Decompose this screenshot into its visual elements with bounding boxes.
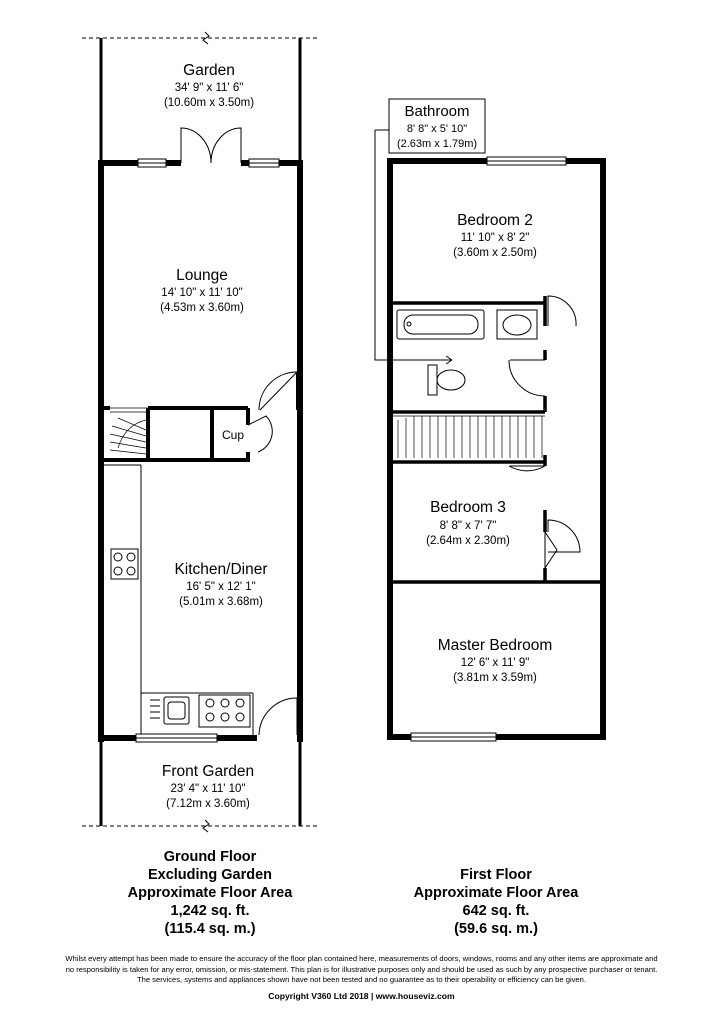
first-floor-area-label: Approximate Floor Area <box>413 885 579 901</box>
room-dims-metric-bathroom: (2.63m x 1.79m) <box>396 138 478 150</box>
lounge-door-icon <box>259 372 297 410</box>
room-name-bathroom: Bathroom <box>404 103 470 120</box>
room-name-master-bedroom: Master Bedroom <box>437 637 553 654</box>
ground-floor-summary <box>90 848 330 938</box>
ground-floor-area-sqm: (115.4 sq. m.) <box>164 921 256 937</box>
first-floor-title: First Floor <box>460 867 532 883</box>
room-dims-imperial-bedroom-3: 8' 8" x 7' 7" <box>439 520 497 532</box>
basin-icon <box>497 310 537 339</box>
front-window <box>136 734 217 742</box>
first-floor-area-sqft: 642 sq. ft. <box>462 903 530 919</box>
master-bedroom-window <box>411 733 496 741</box>
room-name-kitchen-diner: Kitchen/Diner <box>174 561 268 578</box>
sink-icon <box>150 697 189 724</box>
copyright: Copyright V360 Ltd 2018 | www.houseviz.com <box>268 991 455 1001</box>
room-dims-metric-front-garden: (7.12m x 3.60m) <box>166 798 250 810</box>
room-dims-imperial-garden: 34' 9" x 11' 6" <box>174 82 244 94</box>
disclaimer-line-1: Whilst every attempt has been made to ensure the accuracy of the floor plan contained here, measurements of doors, windows, rooms and any other items are approximate and <box>65 954 658 963</box>
room-dims-metric-lounge: (4.53m x 3.60m) <box>160 302 244 314</box>
room-dims-imperial-kitchen-diner: 16' 5" x 12' 1" <box>186 581 256 593</box>
ground-floor-stairs-icon <box>110 408 148 454</box>
room-dims-metric-kitchen-diner: (5.01m x 3.68m) <box>179 596 263 608</box>
lounge-window-left <box>138 159 166 167</box>
room-name-front-garden: Front Garden <box>161 763 255 780</box>
room-dims-metric-bedroom-2: (3.60m x 2.50m) <box>453 247 537 259</box>
room-dims-imperial-bathroom: 8' 8" x 5' 10" <box>406 123 468 135</box>
disclaimer-line-2: no responsibility is taken for any error, omission, or mis-statement. This plan is for illustrative purposes only and should be used as such by any prospective purchaser or tenant. <box>65 964 658 974</box>
cooker-icon <box>199 695 250 727</box>
front-door-icon <box>259 698 297 735</box>
hob-icon <box>111 549 138 579</box>
ground-floor-title: Ground Floor <box>163 849 257 865</box>
lounge-window-right <box>249 159 279 167</box>
ground-floor-outer-walls <box>98 160 301 742</box>
toilet-icon <box>428 365 465 395</box>
room-dims-metric-garden: (10.60m x 3.50m) <box>163 97 255 109</box>
room-dims-metric-bedroom-3: (2.64m x 2.30m) <box>426 535 510 547</box>
room-dims-imperial-front-garden: 23' 4" x 11' 10" <box>170 783 246 795</box>
master-bedroom-door-icon <box>548 520 580 552</box>
ground-floor-area-label: Approximate Floor Area <box>127 885 293 901</box>
kitchen-worktop-left <box>103 465 141 735</box>
bedroom-3-door-icon <box>509 466 545 471</box>
first-floor-summary <box>376 866 616 938</box>
room-name-garden: Garden <box>183 62 235 79</box>
ground-floor-excluding-garden: Excluding Garden <box>147 867 273 883</box>
room-dims-imperial-lounge: 14' 10" x 11' 10" <box>161 287 243 299</box>
room-name-bedroom-2: Bedroom 2 <box>457 212 533 229</box>
ground-floor-area-sqft: 1,242 sq. ft. <box>170 903 250 919</box>
bathroom-door-icon <box>509 360 545 396</box>
room-dims-imperial-master-bedroom: 12' 6" x 11' 9" <box>460 657 530 669</box>
room-dims-imperial-bedroom-2: 11' 10" x 8' 2" <box>460 232 530 244</box>
bedroom-2-window <box>487 157 566 165</box>
room-dims-metric-master-bedroom: (3.81m x 3.59m) <box>453 672 537 684</box>
bath-icon <box>397 310 484 339</box>
cupboard-door-icon <box>248 416 272 452</box>
first-floor-stairs-icon <box>392 416 545 458</box>
room-name-cupboard: Cup <box>221 428 245 442</box>
ground-floor-plan <box>82 32 318 832</box>
bedroom-2-door-icon <box>548 296 576 326</box>
bathroom-leader-line <box>375 130 452 360</box>
french-doors-icon <box>181 128 241 163</box>
room-name-lounge: Lounge <box>176 267 228 284</box>
disclaimer <box>0 954 723 986</box>
bedroom-3-inner-door-icon <box>545 532 557 568</box>
room-name-bedroom-3: Bedroom 3 <box>430 499 506 516</box>
first-floor-area-sqm: (59.6 sq. m.) <box>454 921 538 937</box>
disclaimer-line-3: The services, systems and appliances shown have not been tested and no guarantee as to their operability or efficiency can be given. <box>136 975 586 984</box>
kitchen-worktop-bottom <box>141 693 253 735</box>
